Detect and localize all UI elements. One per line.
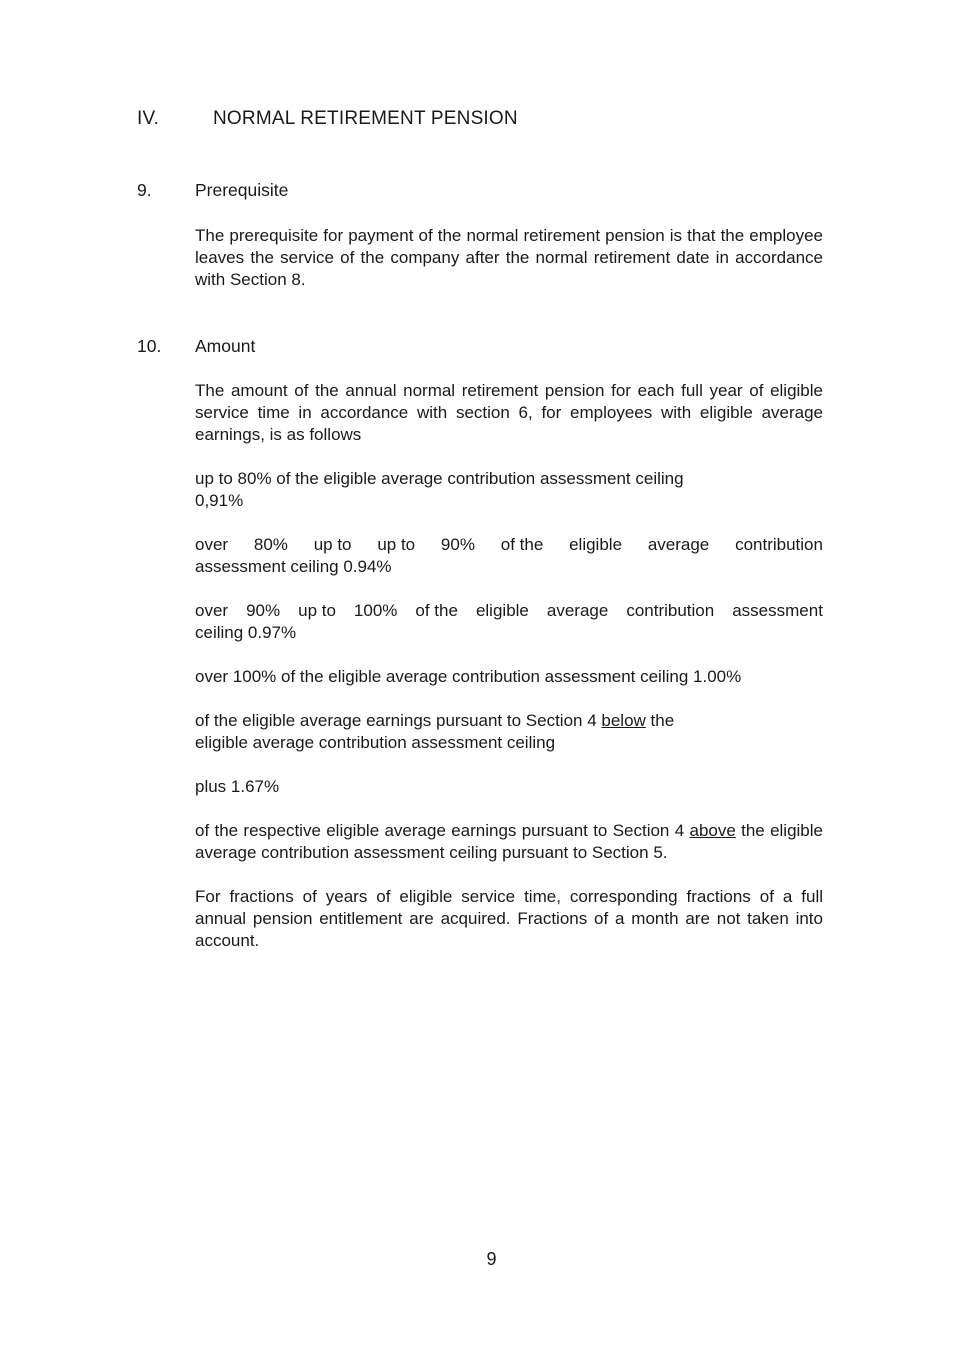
above-clause-paragraph	[195, 820, 823, 864]
tier-2-word: 80%	[253, 535, 288, 554]
below-clause-post: the	[645, 711, 675, 730]
prerequisite-paragraph: The prerequisite for payment of the normal retirement pension is that the employee leaves the service of the company after the normal retirement date in accordance with Section 8.	[195, 226, 823, 289]
below-clause-paragraph	[195, 710, 823, 754]
tier-2-word: average	[647, 535, 710, 554]
tier-2-line-2: assessment ceiling 0.94%	[195, 557, 392, 576]
section-9-title: Prerequisite	[195, 180, 289, 200]
tier-2-word: eligible	[569, 535, 623, 554]
tier-3-word: average	[546, 601, 609, 620]
tier-2-word: up to	[377, 535, 416, 554]
tier-3-word: up to	[298, 601, 336, 620]
tier-3-line-2: ceiling 0.97%	[195, 623, 297, 642]
tier-2-paragraph	[195, 534, 823, 578]
amount-intro-paragraph: The amount of the annual normal retirement pension for each full year of eligible service time in accordance with section 6, for employees with eligible average earnings, is as follows	[195, 381, 823, 444]
section-10-title: Amount	[195, 336, 256, 356]
tier-3-word: assessment	[732, 601, 823, 620]
tier-2-word: of the	[500, 535, 544, 554]
section-9-number: 9.	[137, 180, 152, 200]
above-clause-post: the eligible average contribution assessment ceiling pursuant to Section 5.	[195, 821, 823, 862]
fractions-paragraph: For fractions of years of eligible service time, corresponding fractions of a full annual pension entitlement are acquired. Fractions of a month are not taken into account.	[195, 887, 823, 950]
below-underlined-word: below	[601, 711, 646, 730]
section-10-body	[195, 380, 823, 974]
tier-3-word: of the	[415, 601, 458, 620]
tier-1-paragraph	[195, 468, 823, 512]
chapter-title: NORMAL RETIREMENT PENSION	[213, 108, 518, 129]
chapter-heading	[137, 108, 518, 130]
page-number: 9	[486, 1249, 497, 1269]
tier-2-word: over	[195, 535, 229, 554]
section-10-heading	[137, 336, 255, 357]
tier-4-paragraph: over 100% of the eligible average contribution assessment ceiling 1.00%	[195, 667, 742, 686]
tier-3-word: over	[195, 601, 229, 620]
tier-1-text: up to 80% of the eligible average contribution assessment ceiling	[195, 469, 684, 488]
tier-3-word: 100%	[353, 601, 398, 620]
tier-3-paragraph	[195, 600, 823, 644]
tier-3-word: eligible	[475, 601, 529, 620]
below-clause-line-1	[195, 710, 823, 732]
tier-3-line-1	[195, 600, 823, 622]
above-underlined-word: above	[689, 821, 736, 840]
above-clause-pre: of the respective eligible average earnings pursuant to Section 4	[195, 821, 690, 840]
plus-rate-paragraph: plus 1.67%	[195, 777, 280, 796]
tier-2-word: up to	[313, 535, 352, 554]
section-9-heading	[137, 180, 288, 201]
tier-2-line-1	[195, 534, 823, 556]
below-clause-line-2: eligible average contribution assessment ceiling	[195, 733, 556, 752]
tier-3-word: contribution	[626, 601, 715, 620]
tier-1-rate: 0,91%	[195, 491, 244, 510]
tier-3-word: 90%	[246, 601, 281, 620]
tier-2-word: contribution	[735, 535, 823, 554]
chapter-number: IV.	[137, 108, 160, 129]
tier-2-word: 90%	[440, 535, 475, 554]
below-clause-pre: of the eligible average earnings pursuant to Section 4	[195, 711, 602, 730]
section-9-body	[195, 225, 823, 313]
section-10-number: 10.	[137, 336, 162, 356]
